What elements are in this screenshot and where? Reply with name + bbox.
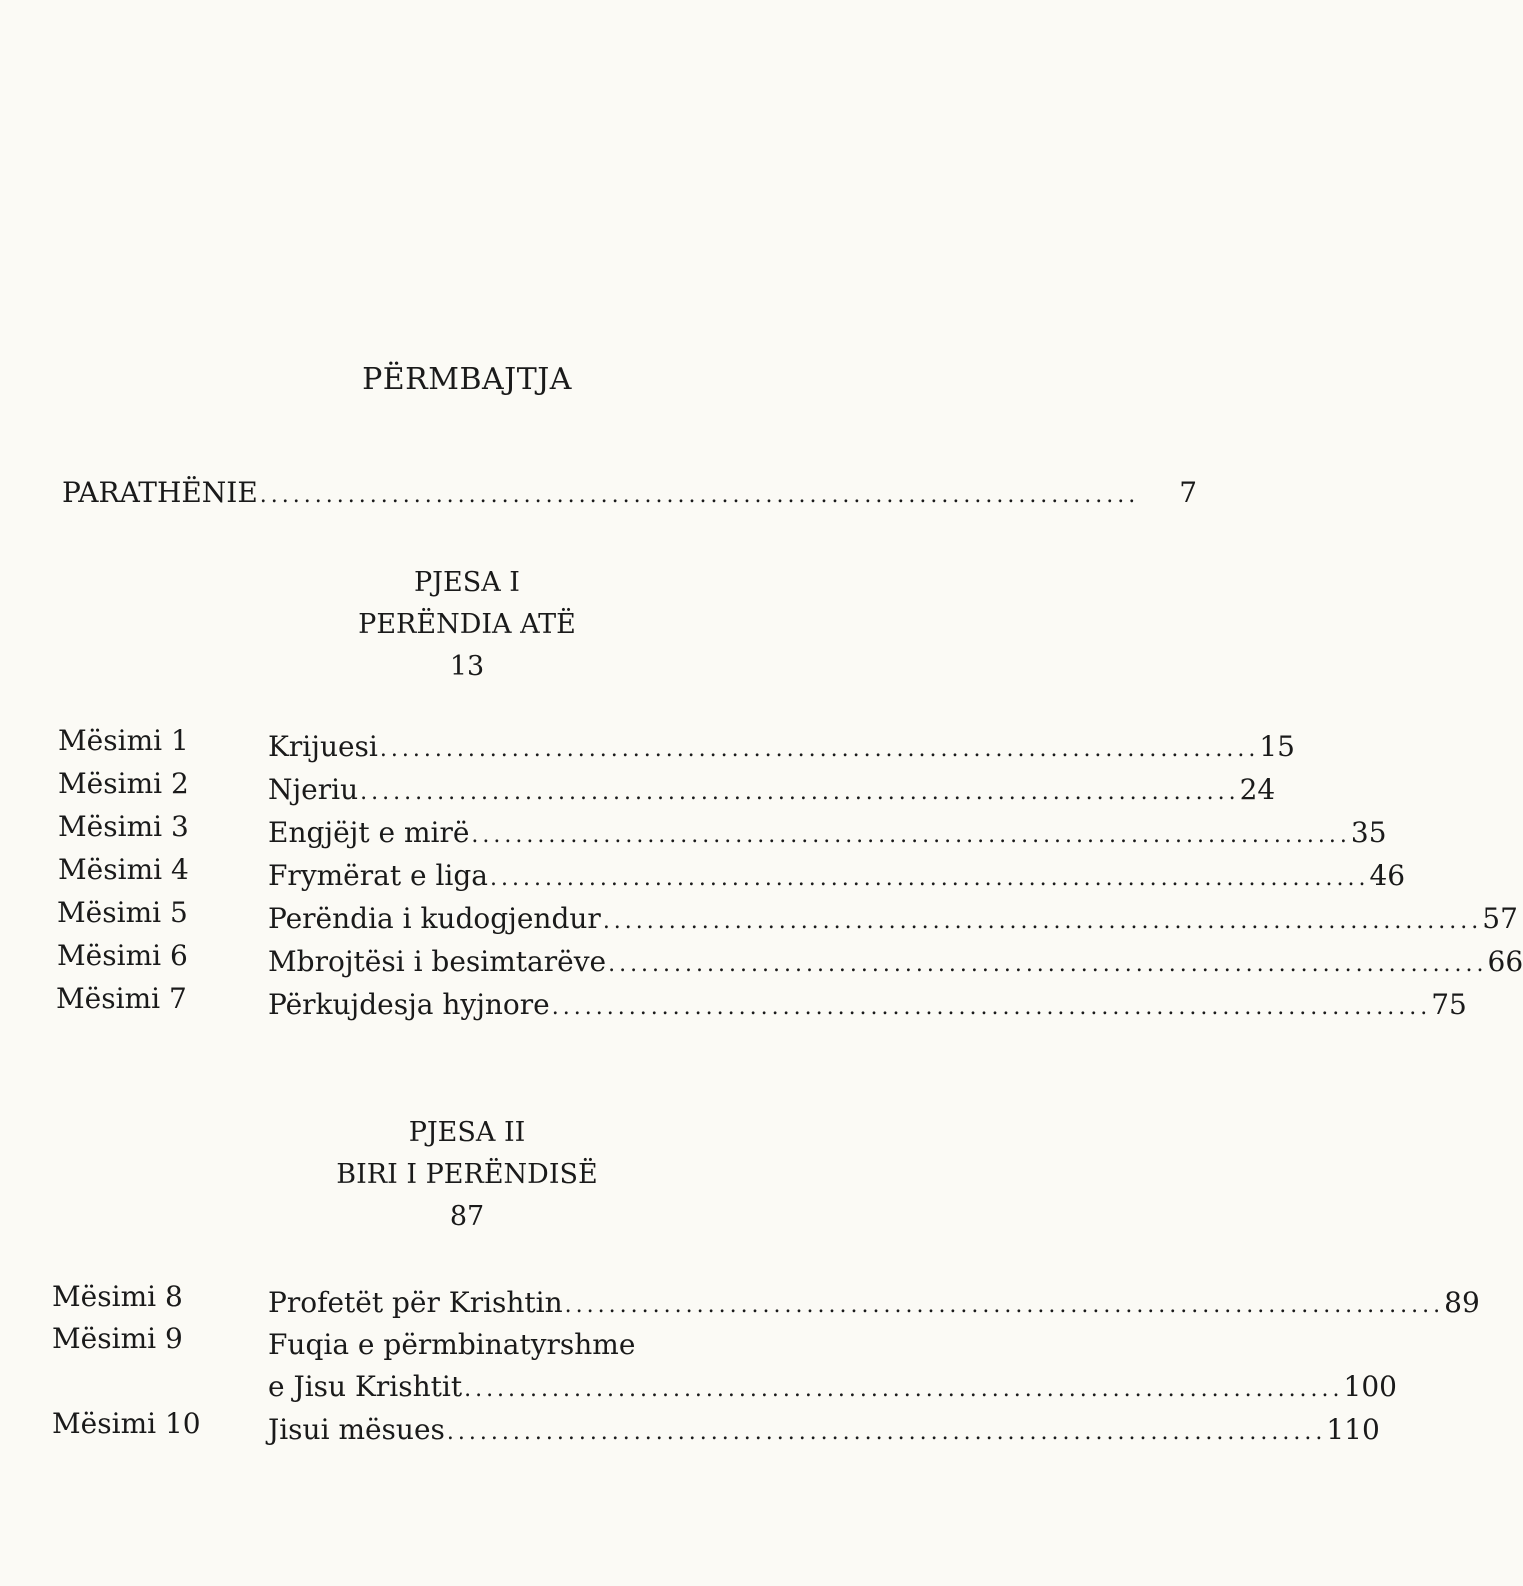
entry-title: Njeriu — [268, 773, 359, 806]
toc-entry — [268, 902, 1518, 939]
entry-page: 66 — [1487, 945, 1523, 978]
lesson-number: Mësimi 1 — [58, 724, 189, 757]
entry-page: 75 — [1431, 988, 1467, 1021]
leader-dots: ................................................................................ — [564, 1293, 1445, 1318]
lesson-number: Mësimi 9 — [52, 1322, 183, 1355]
entry-title: Profetët për Krishtin — [268, 1286, 563, 1319]
preface-entry — [62, 476, 1198, 513]
leader-dots: ................................................................................ — [602, 909, 1483, 934]
entry-page: 35 — [1350, 816, 1387, 849]
preface-label: PARATHËNIE — [62, 476, 258, 509]
leader-dots: ................................................................................ — [608, 952, 1488, 977]
entry-title: Engjëjt e mirë — [268, 816, 470, 849]
leader-dots: ................................................................................ — [489, 866, 1370, 891]
toc-entry — [268, 816, 1387, 853]
lesson-number: Mësimi 6 — [57, 939, 188, 972]
part-page: 87 — [449, 1201, 485, 1232]
toc-entry — [268, 1413, 1380, 1450]
lesson-number: Mësimi 3 — [58, 810, 189, 843]
leader-dots: ................................................................................ — [551, 995, 1432, 1020]
entry-title: Mbrojtësi i besimtarëve — [268, 945, 607, 978]
leader-dots: ................................................................................ — [259, 483, 1140, 508]
leader-dots: ................................................................................ — [360, 780, 1240, 805]
entry-title: Përkujdesja hyjnore — [268, 988, 550, 1021]
part-number: PJESA I — [414, 567, 520, 598]
toc-entry — [268, 945, 1523, 982]
leader-dots: ................................................................................ — [471, 823, 1351, 848]
entry-page: 24 — [1239, 773, 1276, 806]
lesson-number: Mësimi 7 — [56, 982, 187, 1015]
lesson-number: Mësimi 10 — [52, 1407, 201, 1440]
leader-dots: ................................................................................ — [464, 1377, 1344, 1402]
entry-page: 89 — [1444, 1286, 1480, 1319]
toc-entry — [268, 1286, 1480, 1323]
toc-entry — [268, 773, 1276, 810]
entry-title: e Jisu Krishtit — [268, 1370, 463, 1403]
toc-entry — [268, 1370, 1397, 1407]
entry-title: Krijuesi — [268, 730, 378, 763]
preface-page: 7 — [1179, 476, 1198, 509]
entry-title: Frymërat e liga — [268, 859, 488, 892]
entry-page: 46 — [1369, 859, 1406, 892]
part-name: PERËNDIA ATË — [358, 609, 576, 640]
entry-page: 110 — [1326, 1413, 1380, 1446]
lesson-number: Mësimi 2 — [58, 767, 189, 800]
entry-page: 57 — [1482, 902, 1518, 935]
lesson-number: Mësimi 4 — [58, 853, 189, 886]
toc-entry — [268, 730, 1295, 767]
entry-page: 15 — [1259, 730, 1295, 763]
page-title: PËRMBAJTJA — [362, 362, 572, 397]
lesson-number: Mësimi 5 — [57, 896, 188, 929]
part-page: 13 — [449, 651, 485, 682]
entry-title: Perëndia i kudogjendur — [268, 902, 601, 935]
toc-entry — [268, 988, 1467, 1025]
lesson-number: Mësimi 8 — [52, 1280, 183, 1313]
entry-title: Jisui mësues — [268, 1413, 445, 1446]
entry-title-line: Fuqia e përmbinatyrshme — [268, 1328, 636, 1361]
part-number: PJESA II — [408, 1117, 526, 1148]
toc-entry — [268, 859, 1406, 896]
leader-dots: ................................................................................ — [446, 1420, 1327, 1445]
entry-page: 100 — [1343, 1370, 1397, 1403]
part-name: BIRI I PERËNDISË — [336, 1159, 598, 1190]
leader-dots: ................................................................................ — [379, 737, 1260, 762]
